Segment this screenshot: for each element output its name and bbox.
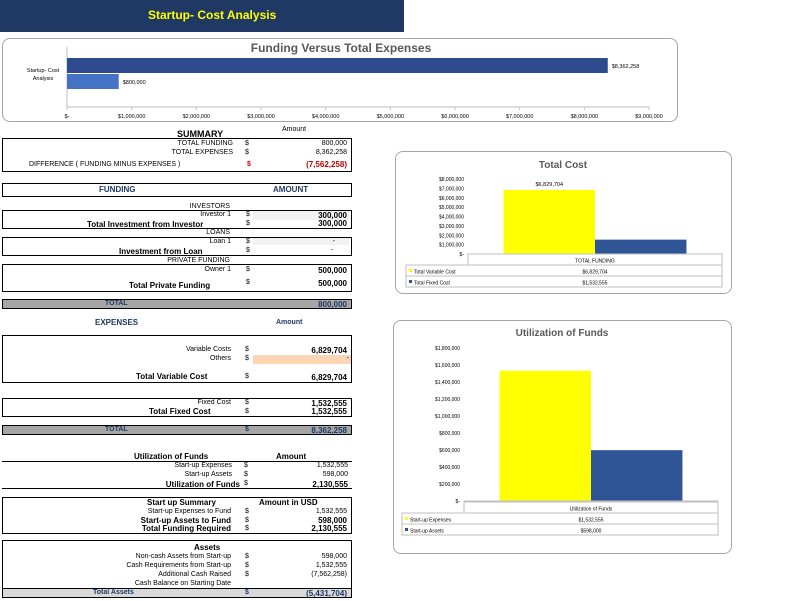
total-investor-label: Total Investment from Investor: [87, 220, 204, 229]
bar-0: [67, 58, 608, 73]
expenses-header: EXPENSES: [95, 318, 139, 327]
startup-expenses-fund-value: 1,532,555: [315, 508, 347, 515]
bar-label-0: $8,362,258: [611, 64, 640, 70]
summary-difference-value: (7,562,258): [306, 160, 347, 169]
x-tick-label: $7,000,000: [505, 114, 534, 120]
summary-total-expenses-cur: $: [245, 149, 249, 156]
cash-requirements-value: 1,532,555: [315, 562, 347, 569]
table-value: $1,532,555: [578, 517, 604, 524]
summary-total-funding-value: 800,000: [321, 140, 347, 147]
x-tick-label: $2,000,000: [182, 114, 211, 120]
x-tick-label: $8,000,000: [570, 114, 599, 120]
category-label-line2: Analysis: [32, 76, 54, 82]
summary-difference-label: DIFFERENCE ( FUNDING MINUS EXPENSES ): [29, 161, 181, 168]
table-value: $598,000: [580, 528, 602, 535]
noncash-assets-value: 598,000: [321, 553, 347, 560]
legend-key: [409, 280, 412, 283]
variable-cost-box: [2, 335, 352, 383]
y-tick-label: $600,000: [439, 448, 460, 454]
y-tick-label: $800,000: [439, 431, 460, 437]
funding-amount-header: AMOUNT: [273, 185, 309, 194]
investors-label: INVESTORS: [189, 203, 230, 210]
private-funding-box: [2, 264, 352, 292]
y-tick-label: $200,000: [439, 482, 460, 488]
table-row: [406, 276, 722, 287]
noncash-assets-cur: $: [245, 553, 249, 560]
legend-key: [405, 517, 408, 520]
expenses-amount-header: Amount: [276, 319, 303, 326]
others-cur: $: [245, 355, 249, 362]
utilization-total-label: Utilization of Funds: [165, 480, 240, 489]
utilization-assets-label: Start-up Assets: [184, 471, 232, 478]
x-tick-label: $6,000,000: [441, 114, 469, 120]
utilization-assets-cur: $: [244, 471, 248, 478]
utilization-amount-header: Amount: [276, 452, 307, 461]
y-tick-label: $-: [455, 499, 460, 505]
total-loan-cur: $: [246, 247, 250, 254]
utilization-total-cur: $: [244, 480, 248, 487]
legend-key: [409, 269, 412, 272]
table-value: $6,829,704: [582, 269, 608, 276]
investor1-label: Investor 1: [200, 211, 231, 218]
private-funding-label: PRIVATE FUNDING: [167, 257, 230, 264]
utilization-assets-value: 598,000: [322, 471, 348, 478]
funding-total-bar: [2, 299, 352, 309]
summary-total-expenses-label: TOTAL EXPENSES: [171, 149, 233, 156]
startup-expenses-fund-label: Start-up Expenses to Fund: [147, 508, 231, 515]
y-tick-label: $7,000,000: [438, 186, 464, 193]
owner1-cur: $: [246, 266, 250, 273]
startup-summary-amount-header: Amount in USD: [259, 498, 318, 507]
total-private-label: Total Private Funding: [129, 281, 211, 290]
summary-difference-cur: $: [247, 161, 251, 168]
utilization-chart[interactable]: [393, 320, 732, 554]
y-tick-label: $1,400,000: [434, 380, 460, 386]
total-fixed-label: Total Fixed Cost: [149, 407, 211, 416]
summary-amount-header: Amount: [282, 126, 307, 133]
fixed-cost-cur: $: [245, 399, 249, 406]
investor1-cur: $: [246, 211, 250, 218]
total-cost-chart[interactable]: [395, 151, 732, 294]
others-value[interactable]: -: [253, 355, 351, 364]
bar-total-variable-cost: [504, 190, 595, 254]
utilization-header: Utilization of Funds: [134, 452, 209, 461]
owner1-label: Owner 1: [204, 266, 231, 273]
cash-requirements-cur: $: [245, 562, 249, 569]
y-tick-label: $1,000,000: [434, 414, 460, 420]
summary-box: [2, 138, 352, 172]
bar-start-up-expenses: [500, 371, 591, 501]
total-investor-cur: $: [246, 220, 250, 227]
x-tick-label: $3,000,000: [247, 114, 275, 120]
table-value: $1,532,555: [582, 280, 608, 287]
total-loan-label: Investment from Loan: [119, 247, 203, 256]
additional-cash-value: (7,562,258): [311, 571, 347, 578]
legend-label: Total Fixed Cost: [414, 280, 450, 287]
total-private-cur: $: [246, 279, 250, 286]
legend-label: Total Variable Cost: [414, 269, 456, 276]
additional-cash-cur: $: [245, 571, 249, 578]
total-variable-cur: $: [245, 373, 249, 380]
owner1-value: 500,000: [318, 266, 347, 275]
noncash-assets-label: Non-cash Assets from Start-up: [135, 553, 231, 560]
expenses-total-cur: $: [245, 426, 249, 433]
utilization-expenses-value: 1,532,555: [316, 462, 348, 469]
total-funding-required-cur: $: [245, 525, 249, 532]
expenses-total-value: 8,362,258: [311, 426, 347, 435]
total-fixed-cur: $: [245, 408, 249, 415]
chart-title: Utilization of Funds: [515, 328, 609, 339]
startup-assets-fund-value: 598,000: [318, 516, 347, 525]
sheet-title: Startup- Cost Analysis: [148, 8, 277, 22]
funding-header: FUNDING: [99, 185, 136, 194]
startup-summary-box: [2, 497, 352, 534]
summary-total-funding-cur: $: [245, 140, 249, 147]
x-tick-label: $5,000,000: [376, 114, 405, 120]
table-row: [402, 524, 718, 535]
fixed-cost-box: [2, 398, 352, 417]
y-tick-label: $1,800,000: [434, 346, 460, 352]
total-investor-value: 300,000: [318, 219, 347, 228]
loan-box: [2, 237, 352, 256]
x-tick-label: $9,000,000: [635, 114, 663, 120]
y-tick-label: $8,000,000: [438, 177, 464, 183]
x-tick-label: $1,000,000: [117, 114, 146, 120]
investor-box: [2, 210, 352, 229]
total-loan-value: -: [330, 247, 333, 254]
x-tick-label: $-: [64, 114, 70, 120]
bar-label-1: $800,000: [122, 80, 146, 86]
total-variable-value: 6,829,704: [311, 373, 347, 382]
cash-balance-label: Cash Balance on Starting Date: [134, 580, 231, 587]
loan1-cur: $: [246, 238, 250, 245]
table-category-label: Utilization of Funds: [569, 506, 613, 513]
y-tick-label: $1,200,000: [434, 397, 460, 403]
y-tick-label: $6,000,000: [438, 195, 464, 202]
summary-total-funding-label: TOTAL FUNDING: [177, 140, 233, 147]
loan1-label: Loan 1: [209, 238, 231, 245]
expenses-total-label: TOTAL: [105, 426, 128, 433]
total-assets-bar: [3, 588, 351, 597]
summary-total-expenses-value: 8,362,258: [315, 149, 347, 156]
funding-header-box: [2, 183, 352, 197]
x-tick-label: $4,000,000: [311, 114, 340, 120]
funding-vs-expenses-svg: [3, 39, 679, 123]
y-tick-label: $400,000: [439, 465, 460, 471]
total-assets-value: (5,431,704): [306, 589, 347, 598]
loan1-value: -: [253, 238, 349, 245]
funding-vs-expenses-chart[interactable]: [2, 38, 678, 122]
variable-costs-label: Variable Costs: [185, 346, 231, 353]
total-variable-label: Total Variable Cost: [136, 372, 208, 381]
funding-total-label: TOTAL: [105, 300, 128, 307]
total-private-value: 500,000: [318, 279, 347, 288]
cash-requirements-label: Cash Requirements from Start-up: [126, 562, 231, 569]
utilization-rows: [2, 461, 352, 489]
y-tick-label: $5,000,000: [438, 205, 464, 212]
total-funding-required-value: 2,130,555: [311, 524, 347, 533]
utilization-expenses-cur: $: [244, 462, 248, 469]
fixed-cost-label: Fixed Cost: [197, 399, 231, 406]
expenses-total-bar: [2, 425, 352, 435]
bar-total-fixed-cost: [595, 240, 686, 254]
y-tick-label: $-: [459, 252, 464, 258]
legend-label: Start-up Assets: [410, 528, 444, 535]
total-cost-svg: [396, 152, 733, 295]
startup-summary-header: Start up Summary: [147, 498, 216, 507]
summary-title: SUMMARY: [177, 129, 224, 139]
table-category-label: TOTAL FUNDING: [575, 258, 615, 265]
fixed-cost-value: 1,532,555: [311, 399, 347, 408]
startup-assets-fund-cur: $: [245, 517, 249, 524]
chart-title: Total Cost: [538, 160, 588, 171]
additional-cash-label: Additional Cash Raised: [158, 571, 231, 578]
loans-label: LOANS: [206, 229, 230, 236]
funding-total-value: 800,000: [318, 300, 347, 309]
bar-data-label: $6,829,704: [535, 181, 564, 188]
y-tick-label: $1,000,000: [438, 242, 464, 249]
chart-title: Funding Versus Total Expenses: [250, 41, 432, 55]
category-label: Startup- Cost: [26, 68, 60, 74]
total-assets-label: Total Assets: [93, 589, 134, 596]
legend-label: Start-up Expenses: [410, 517, 452, 524]
y-tick-label: $2,000,000: [438, 233, 464, 240]
y-tick-label: $3,000,000: [438, 223, 464, 230]
sheet-title-bar: [0, 0, 404, 32]
legend-key: [405, 528, 408, 531]
y-tick-label: $1,600,000: [434, 363, 460, 369]
utilization-svg: [394, 321, 733, 555]
y-tick-label: $4,000,000: [438, 214, 464, 221]
investor1-value: 300,000: [253, 211, 349, 220]
utilization-expenses-label: Start-up Expenses: [174, 462, 232, 469]
bar-1: [67, 74, 119, 89]
bar-start-up-assets: [591, 450, 682, 501]
others-label: Others: [209, 355, 231, 362]
assets-box: [2, 540, 352, 598]
variable-costs-value: 6,829,704: [311, 346, 347, 355]
utilization-total-value: 2,130,555: [312, 480, 348, 489]
total-assets-cur: $: [245, 589, 249, 596]
total-funding-required-label: Total Funding Required: [141, 524, 231, 533]
assets-header: Assets: [194, 543, 221, 552]
startup-assets-fund-label: Start-up Assets to Fund: [140, 516, 231, 525]
variable-costs-cur: $: [245, 346, 249, 353]
total-fixed-value: 1,532,555: [311, 407, 347, 416]
startup-expenses-fund-cur: $: [245, 508, 249, 515]
